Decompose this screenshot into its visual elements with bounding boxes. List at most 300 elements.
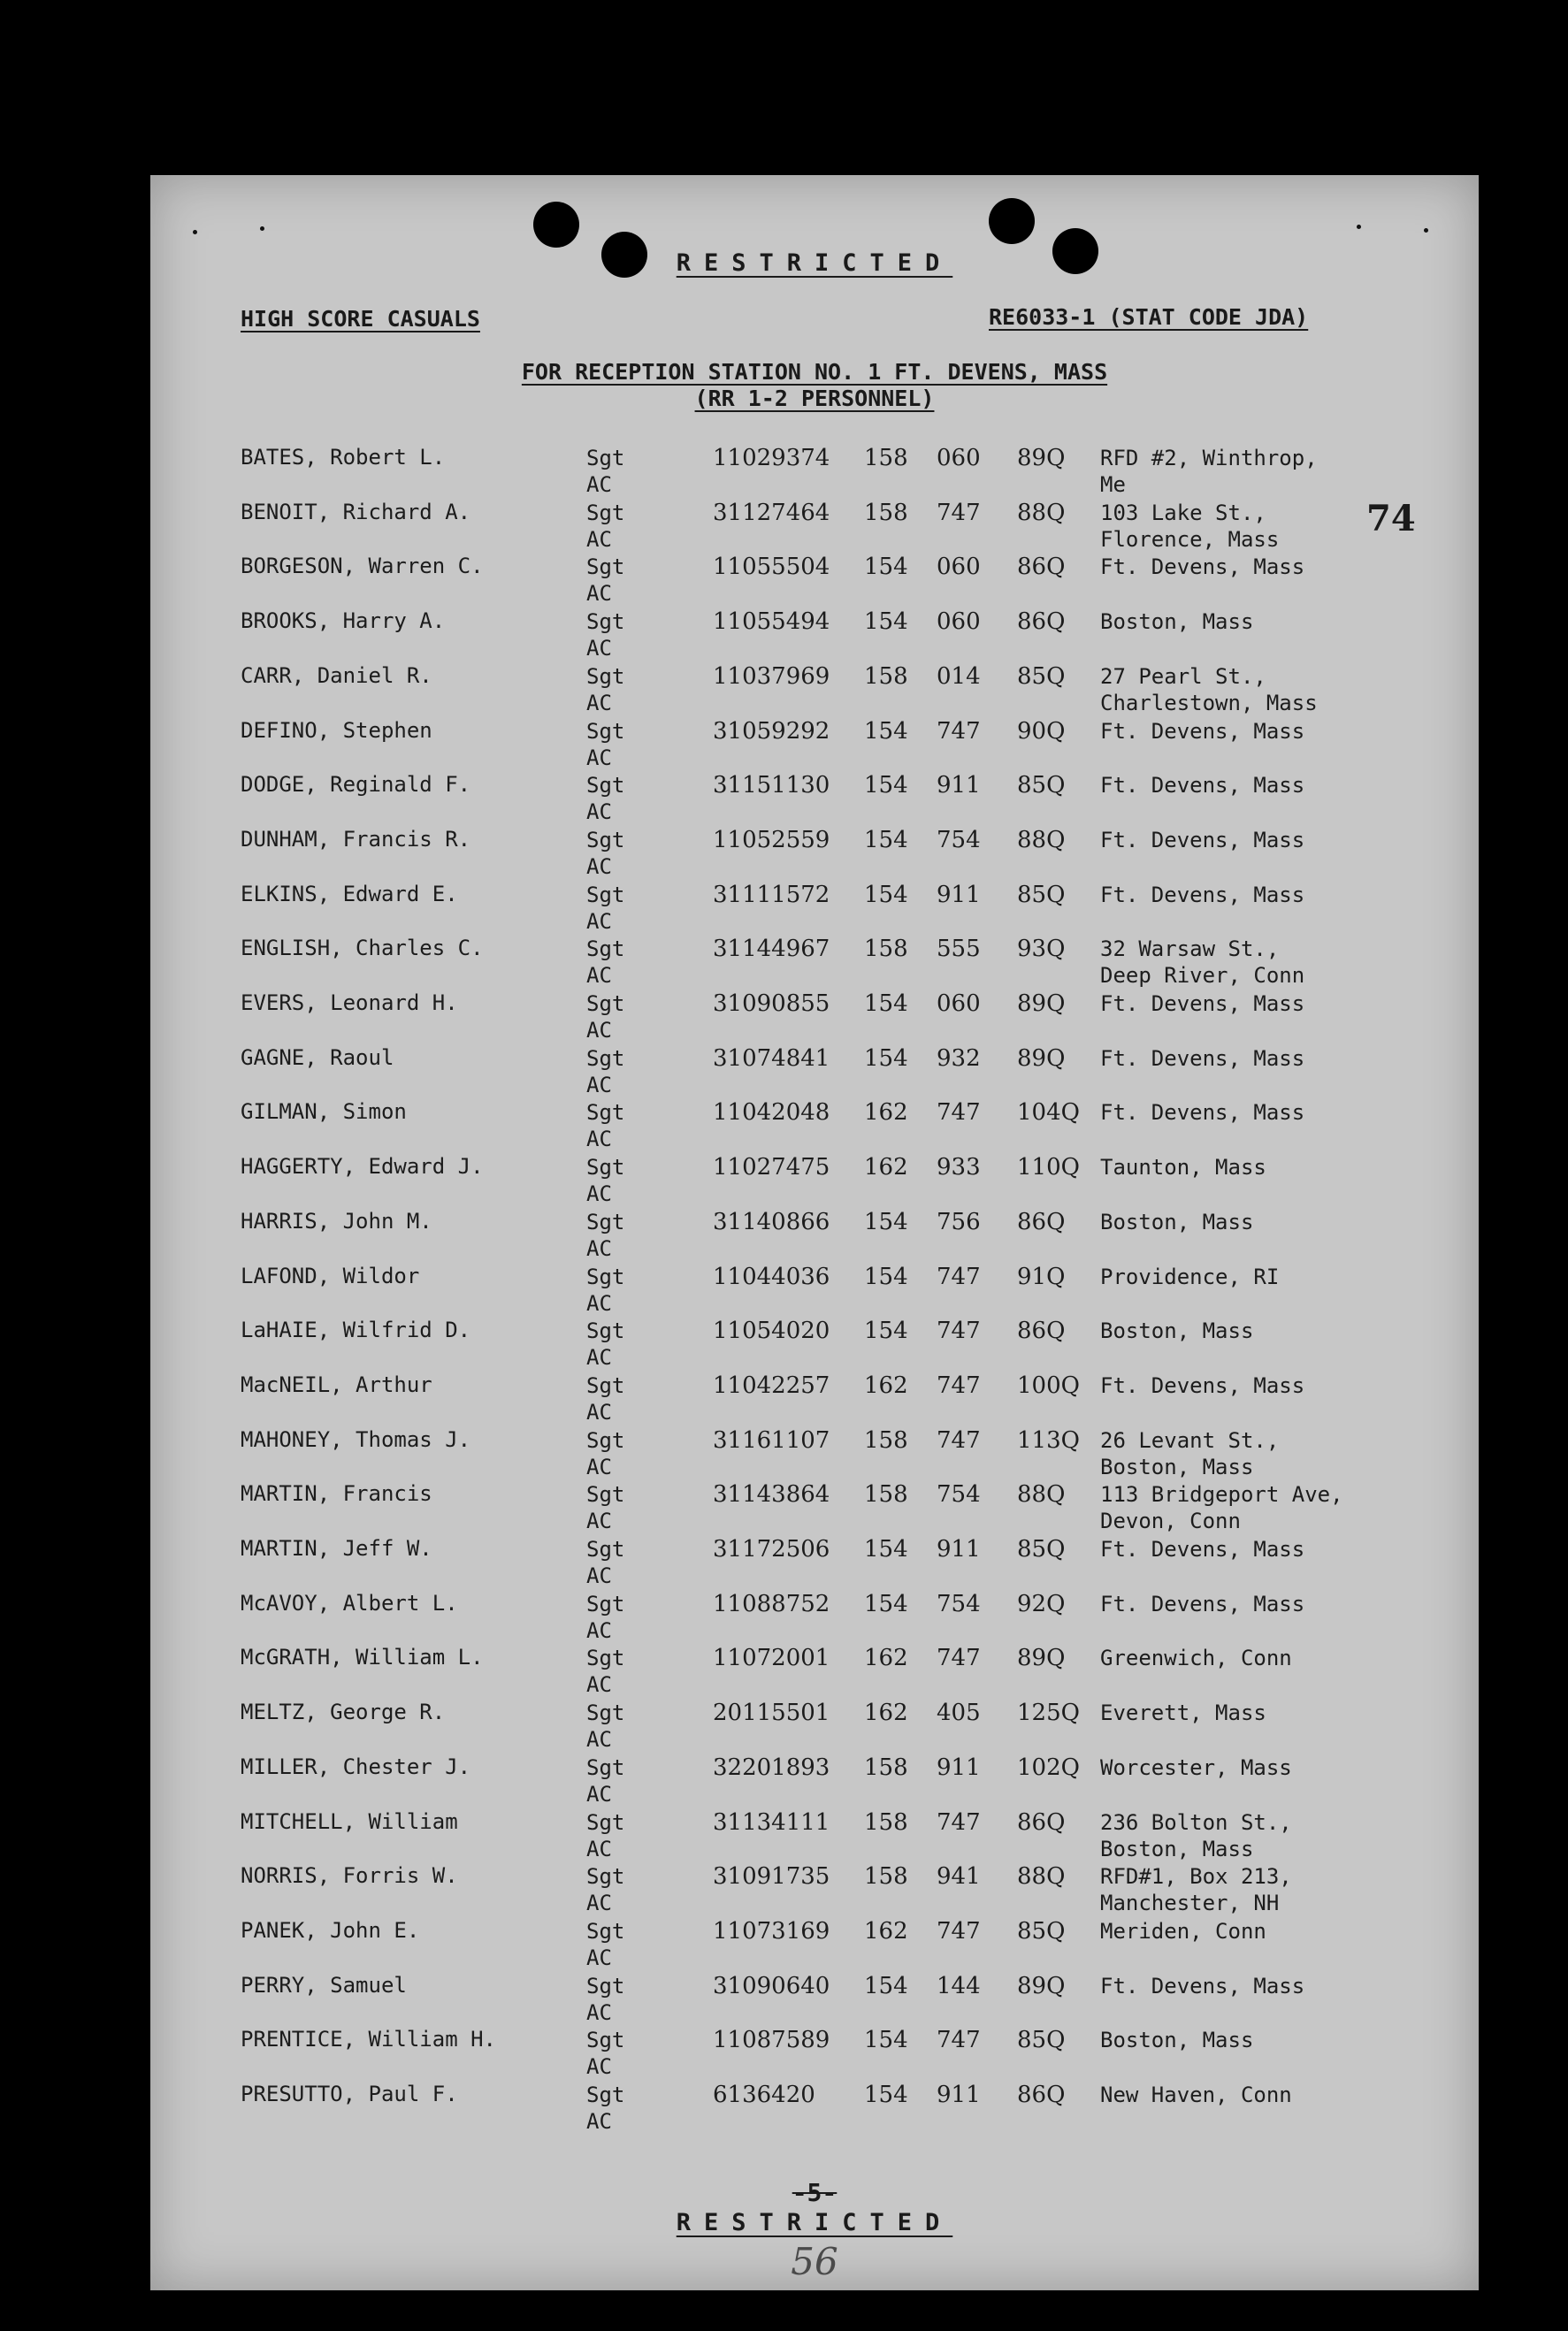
roster-address	[1100, 1809, 1292, 1862]
roster-address	[1100, 608, 1253, 635]
roster-code-1: 162	[864, 1372, 908, 1399]
roster-code-1: 154	[864, 1044, 908, 1072]
roster-rank-grade: Sgt	[586, 773, 625, 799]
roster-score: 85Q	[1017, 1917, 1066, 1945]
roster-rank	[586, 1973, 624, 2026]
roster-serial: 20115501	[713, 1700, 830, 1727]
roster-score: 85Q	[1017, 772, 1066, 799]
roster-address	[1100, 663, 1318, 716]
roster-address	[1100, 772, 1304, 799]
roster-code-1: 158	[864, 1426, 908, 1454]
roster-rank-grade: Sgt	[586, 1973, 625, 1999]
roster-score: 89Q	[1017, 1645, 1066, 1672]
roster-score: 125Q	[1017, 1700, 1080, 1727]
margin-note: 74	[1366, 498, 1416, 539]
roster-rank	[586, 1645, 624, 1698]
roster-name: BENOIT, Richard A.	[241, 499, 471, 524]
roster-serial: 11042048	[713, 1099, 830, 1127]
roster-rank-grade: Sgt	[586, 1537, 625, 1562]
roster-score: 88Q	[1017, 826, 1066, 853]
roster-address	[1100, 990, 1304, 1017]
table-row	[150, 772, 1479, 827]
roster-serial: 32201893	[713, 1754, 830, 1781]
roster-rank-grade: Sgt	[586, 882, 625, 907]
roster-code-1: 158	[864, 1863, 908, 1891]
roster-address	[1100, 1045, 1304, 1072]
punch-hole	[989, 198, 1035, 244]
roster-code-2: 754	[937, 1481, 981, 1509]
roster-rank	[586, 1754, 624, 1807]
roster-rank-grade: Sgt	[586, 1864, 625, 1890]
roster-code-1: 162	[864, 1645, 908, 1672]
roster-code-2: 911	[937, 1536, 981, 1563]
roster-rank	[586, 1863, 624, 1916]
table-row	[150, 445, 1479, 500]
roster-serial: 31172506	[713, 1536, 830, 1563]
roster-score: 86Q	[1017, 608, 1066, 636]
roster-address-line-1: 26 Levant St.,	[1100, 1427, 1280, 1453]
station-line: FOR RECEPTION STATION NO. 1 FT. DEVENS, MASS	[521, 359, 1108, 385]
roster-score: 86Q	[1017, 554, 1066, 581]
table-row	[150, 663, 1479, 718]
roster-score: 110Q	[1017, 1154, 1080, 1181]
table-row	[150, 936, 1479, 990]
roster-serial: 11029374	[713, 445, 830, 471]
roster-code-2: 911	[937, 772, 981, 799]
roster-rank-grade: Sgt	[586, 1918, 625, 1944]
roster-branch: AC	[586, 2109, 612, 2134]
roster-name: PRESUTTO, Paul F.	[241, 2082, 458, 2106]
roster-rank	[586, 827, 624, 880]
roster-rank	[586, 1481, 624, 1534]
roster-serial: 31140866	[713, 1208, 830, 1235]
roster-address-line-1: Ft. Devens, Mass	[1100, 827, 1305, 852]
roster-name: PERRY, Samuel	[241, 1972, 407, 1998]
roster-name: BATES, Robert L.	[241, 445, 446, 470]
roster-code-1: 158	[864, 1808, 908, 1836]
roster-rank	[586, 1372, 624, 1425]
roster-name: LAFOND, Wildor	[241, 1263, 420, 1288]
roster-address-line-2: Me	[1100, 472, 1126, 497]
speck	[1424, 228, 1428, 233]
roster-code-2: 014	[937, 662, 981, 690]
roster-score: 104Q	[1017, 1099, 1080, 1127]
roster-serial: 31090640	[713, 1972, 830, 1999]
roster-branch: AC	[586, 1345, 612, 1371]
roster-serial: 11073169	[713, 1917, 830, 1945]
roster-branch: AC	[586, 1672, 612, 1698]
roster-address-line-1: 236 Bolton St.,	[1100, 1809, 1292, 1835]
roster-serial: 31127464	[713, 499, 830, 526]
table-row	[150, 1809, 1479, 1864]
roster-address-line-1: Ft. Devens, Mass	[1100, 882, 1305, 907]
roster-address-line-1: Ft. Devens, Mass	[1100, 1045, 1305, 1071]
roster-rank	[586, 554, 624, 607]
roster-name: MAHONEY, Thomas J.	[241, 1426, 471, 1452]
roster-address-line-2: Devon, Conn	[1100, 1509, 1241, 1534]
roster-serial: 11055494	[713, 608, 830, 636]
roster-address	[1100, 2082, 1292, 2108]
speck	[260, 226, 264, 231]
roster-address	[1100, 1154, 1266, 1181]
roster-rank-grade: Sgt	[586, 500, 625, 525]
roster-address-line-1: New Haven, Conn	[1100, 2083, 1292, 2107]
table-row	[150, 1209, 1479, 1264]
personnel-line: (RR 1-2 PERSONNEL)	[694, 386, 935, 411]
table-row	[150, 990, 1479, 1045]
roster-serial: 31059292	[713, 717, 830, 745]
roster-address	[1100, 1700, 1266, 1726]
roster-address-line-1: Ft. Devens, Mass	[1100, 1591, 1305, 1616]
roster-serial: 11055504	[713, 554, 830, 581]
table-row	[150, 882, 1479, 936]
roster-code-1: 162	[864, 1917, 908, 1945]
table-row	[150, 500, 1479, 554]
roster-address	[1100, 445, 1318, 498]
roster-score: 90Q	[1017, 717, 1066, 745]
right-title: RE6033-1 (STAT CODE JDA)	[989, 304, 1309, 330]
roster-score: 100Q	[1017, 1372, 1080, 1399]
roster-score: 85Q	[1017, 1536, 1066, 1563]
roster-rank	[586, 1700, 624, 1753]
roster-branch: AC	[586, 581, 612, 607]
roster-code-1: 158	[864, 936, 908, 963]
roster-rank-grade: Sgt	[586, 991, 625, 1016]
roster-name: BORGESON, Warren C.	[241, 554, 484, 579]
roster-address	[1100, 1264, 1279, 1290]
roster-code-1: 154	[864, 717, 908, 745]
roster-address-line-1: Boston, Mass	[1100, 1209, 1254, 1234]
roster-code-1: 154	[864, 1590, 908, 1617]
roster-address	[1100, 1645, 1292, 1671]
roster-address-line-1: Ft. Devens, Mass	[1100, 554, 1305, 580]
roster-address	[1100, 936, 1304, 989]
roster-rank	[586, 1591, 624, 1644]
roster-rank	[586, 2082, 624, 2135]
roster-branch: AC	[586, 745, 612, 770]
roster-address	[1100, 1863, 1292, 1916]
roster-address	[1100, 554, 1304, 580]
roster-code-1: 154	[864, 1208, 908, 1235]
roster-branch: AC	[586, 1127, 612, 1152]
roster-rank	[586, 772, 624, 825]
roster-address	[1100, 1209, 1253, 1235]
roster-rank-grade: Sgt	[586, 2028, 625, 2053]
roster-rank	[586, 663, 624, 716]
roster-score: 86Q	[1017, 1208, 1066, 1235]
roster-code-2: 754	[937, 1590, 981, 1617]
roster-serial: 31144967	[713, 936, 830, 963]
roster-address	[1100, 827, 1304, 853]
roster-score: 89Q	[1017, 1044, 1066, 1072]
roster-code-1: 154	[864, 772, 908, 799]
roster-address-line-2: Deep River, Conn	[1100, 963, 1305, 989]
roster-address-line-1: Taunton, Mass	[1100, 1155, 1266, 1181]
roster-rank-grade: Sgt	[586, 1045, 625, 1071]
table-row	[150, 1918, 1479, 1973]
roster-address	[1100, 718, 1304, 745]
roster-branch: AC	[586, 526, 612, 552]
roster-name: MILLER, Chester J.	[241, 1754, 471, 1779]
roster-rank	[586, 1536, 624, 1589]
roster-rank	[586, 882, 624, 935]
roster-serial: 31091735	[713, 1863, 830, 1891]
roster-code-2: 747	[937, 1426, 981, 1454]
roster-branch: AC	[586, 1181, 612, 1207]
roster-branch: AC	[586, 2054, 612, 2080]
table-row	[150, 1645, 1479, 1700]
roster-name: McGRATH, William L.	[241, 1645, 484, 1670]
roster-rank-grade: Sgt	[586, 936, 625, 962]
roster-code-2: 756	[937, 1208, 981, 1235]
roster-rank	[586, 1209, 624, 1262]
roster-address	[1100, 882, 1304, 908]
roster-serial: 11052559	[713, 826, 830, 853]
roster-address-line-1: Everett, Mass	[1100, 1700, 1266, 1726]
roster-branch: AC	[586, 1235, 612, 1261]
roster-rank-grade: Sgt	[586, 827, 625, 852]
roster-branch: AC	[586, 1891, 612, 1916]
roster-rank-grade: Sgt	[586, 1155, 625, 1181]
roster-serial: 11072001	[713, 1645, 830, 1672]
roster-score: 89Q	[1017, 990, 1066, 1017]
roster-branch: AC	[586, 1727, 612, 1753]
table-row	[150, 827, 1479, 882]
roster-address-line-1: 27 Pearl St.,	[1100, 663, 1266, 689]
roster-serial: 31143864	[713, 1481, 830, 1509]
roster-address-line-1: Ft. Devens, Mass	[1100, 1100, 1305, 1126]
roster-rank	[586, 1099, 624, 1152]
roster-address-line-1: Meriden, Conn	[1100, 1918, 1266, 1944]
roster-name: ELKINS, Edward E.	[241, 881, 458, 906]
roster-code-2: 144	[937, 1972, 981, 1999]
roster-address	[1100, 1427, 1279, 1480]
roster-serial: 31161107	[713, 1426, 830, 1454]
roster-branch: AC	[586, 1563, 612, 1588]
roster-rank	[586, 1918, 624, 1971]
roster-address-line-1: 113 Bridgeport Ave,	[1100, 1482, 1343, 1508]
roster-address-line-1: RFD #2, Winthrop,	[1100, 446, 1318, 470]
roster-address-line-1: Ft. Devens, Mass	[1100, 1973, 1305, 1999]
roster-address-line-1: Ft. Devens, Mass	[1100, 1537, 1305, 1562]
roster-score: 102Q	[1017, 1754, 1080, 1781]
roster-address	[1100, 1099, 1304, 1126]
table-row	[150, 2082, 1479, 2136]
roster-rank-grade: Sgt	[586, 1264, 625, 1289]
roster-code-1: 154	[864, 1972, 908, 1999]
roster-branch: AC	[586, 472, 612, 497]
page-number: -5-	[792, 2178, 838, 2207]
roster-name: DUNHAM, Francis R.	[241, 826, 471, 852]
roster-code-2: 747	[937, 2027, 981, 2054]
roster-rank-grade: Sgt	[586, 1700, 625, 1726]
roster-name: DEFINO, Stephen	[241, 717, 432, 743]
roster-branch: AC	[586, 1509, 612, 1534]
roster-code-1: 162	[864, 1700, 908, 1727]
roster-code-1: 154	[864, 554, 908, 581]
roster-rank	[586, 2027, 624, 2080]
roster-serial: 11037969	[713, 662, 830, 690]
roster-address-line-2: Charlestown, Mass	[1100, 690, 1318, 715]
roster-branch: AC	[586, 1399, 612, 1425]
roster-code-1: 162	[864, 1154, 908, 1181]
roster-address-line-1: Providence, RI	[1100, 1264, 1280, 1289]
roster-score: 92Q	[1017, 1590, 1066, 1617]
table-row	[150, 1318, 1479, 1372]
roster-code-2: 747	[937, 717, 981, 745]
roster-rank-grade: Sgt	[586, 1318, 625, 1344]
roster-rank-grade: Sgt	[586, 1591, 625, 1616]
table-row	[150, 1264, 1479, 1318]
roster-serial: 11054020	[713, 1318, 830, 1345]
roster-code-2: 754	[937, 826, 981, 853]
roster-score: 89Q	[1017, 445, 1066, 471]
roster-name: HARRIS, John M.	[241, 1208, 432, 1234]
roster-name: PANEK, John E.	[241, 1917, 420, 1943]
roster-rank-grade: Sgt	[586, 2083, 625, 2107]
roster-rank-grade: Sgt	[586, 1754, 625, 1780]
roster-serial: 31111572	[713, 881, 830, 908]
roster-serial: 31151130	[713, 772, 830, 799]
roster-address-line-1: 103 Lake St.,	[1100, 500, 1266, 525]
roster-name: LaHAIE, Wilfrid D.	[241, 1318, 471, 1343]
roster-serial: 6136420	[713, 2082, 815, 2108]
roster-score: 88Q	[1017, 1863, 1066, 1891]
roster-address	[1100, 1372, 1304, 1399]
roster-rank-grade: Sgt	[586, 1100, 625, 1126]
roster-code-1: 158	[864, 445, 908, 471]
roster-serial: 11088752	[713, 1590, 830, 1617]
roster-address	[1100, 1754, 1292, 1781]
roster-code-1: 154	[864, 1263, 908, 1290]
roster-score: 89Q	[1017, 1972, 1066, 1999]
roster-code-2: 933	[937, 1154, 981, 1181]
table-row	[150, 1045, 1479, 1100]
roster-rank-grade: Sgt	[586, 1646, 625, 1671]
roster-code-2: 405	[937, 1700, 981, 1727]
roster-address-line-1: 32 Warsaw St.,	[1100, 936, 1280, 962]
roster-rank	[586, 990, 624, 1043]
roster-address-line-1: Boston, Mass	[1100, 2028, 1254, 2053]
speck	[1357, 225, 1361, 229]
roster-code-1: 158	[864, 1754, 908, 1781]
roster-rank-grade: Sgt	[586, 554, 625, 580]
roster-serial: 11027475	[713, 1154, 830, 1181]
roster-address	[1100, 2027, 1253, 2053]
table-row	[150, 1863, 1479, 1918]
roster-address-line-2: Manchester, NH	[1100, 1891, 1280, 1916]
roster-name: MELTZ, George R.	[241, 1700, 446, 1725]
roster-address-line-1: Ft. Devens, Mass	[1100, 718, 1305, 744]
roster-code-2: 747	[937, 1099, 981, 1127]
roster-score: 85Q	[1017, 881, 1066, 908]
table-row	[150, 718, 1479, 773]
roster-code-2: 911	[937, 1754, 981, 1781]
roster-branch: AC	[586, 1617, 612, 1643]
roster-branch: AC	[586, 963, 612, 989]
table-row	[150, 2027, 1479, 2082]
roster-address-line-1: Boston, Mass	[1100, 609, 1254, 635]
table-row	[150, 1536, 1479, 1591]
roster-address-line-2: Boston, Mass	[1100, 1836, 1254, 1861]
roster-name: PRENTICE, William H.	[241, 2027, 496, 2052]
roster-name: MacNEIL, Arthur	[241, 1372, 432, 1397]
roster-rank-grade: Sgt	[586, 718, 625, 744]
roster-address-line-1: Ft. Devens, Mass	[1100, 1372, 1305, 1398]
roster-rank-grade: Sgt	[586, 1482, 625, 1508]
roster-address	[1100, 1536, 1304, 1563]
roster-rank-grade: Sgt	[586, 1427, 625, 1453]
roster-address	[1100, 1481, 1343, 1534]
roster-serial: 11042257	[713, 1372, 830, 1399]
roster-score: 85Q	[1017, 2027, 1066, 2054]
roster-rank-grade: Sgt	[586, 609, 625, 635]
roster-code-1: 154	[864, 608, 908, 636]
table-row	[150, 1973, 1479, 2028]
roster-code-2: 060	[937, 990, 981, 1017]
roster-branch: AC	[586, 853, 612, 879]
roster-rank-grade: Sgt	[586, 663, 625, 689]
roster-serial: 31134111	[713, 1808, 830, 1836]
roster-address	[1100, 1918, 1266, 1945]
table-row	[150, 1754, 1479, 1809]
roster-name: GILMAN, Simon	[241, 1099, 407, 1125]
roster-address	[1100, 500, 1279, 553]
roster-code-2: 747	[937, 1318, 981, 1345]
roster-score: 88Q	[1017, 499, 1066, 526]
roster-code-1: 154	[864, 1536, 908, 1563]
restricted-bottom: RESTRICTED	[676, 2209, 953, 2236]
roster-branch: AC	[586, 690, 612, 715]
roster-rank	[586, 1809, 624, 1862]
roster-score: 91Q	[1017, 1263, 1066, 1290]
roster-name: McAVOY, Albert L.	[241, 1590, 458, 1616]
roster-rank	[586, 718, 624, 771]
roster-code-1: 162	[864, 1099, 908, 1127]
roster-rank	[586, 1045, 624, 1098]
roster-serial: 31090855	[713, 990, 830, 1017]
roster-code-1: 158	[864, 1481, 908, 1509]
table-row	[150, 1591, 1479, 1646]
roster-branch: AC	[586, 1781, 612, 1807]
roster-name: CARR, Daniel R.	[241, 662, 432, 688]
handwritten-number: 56	[791, 2240, 838, 2283]
roster-code-2: 747	[937, 1372, 981, 1399]
roster-code-1: 158	[864, 662, 908, 690]
roster-serial: 31074841	[713, 1044, 830, 1072]
roster-rank	[586, 1318, 624, 1371]
table-row	[150, 608, 1479, 663]
roster-score: 93Q	[1017, 936, 1066, 963]
roster-code-2: 555	[937, 936, 981, 963]
roster-score: 86Q	[1017, 2082, 1066, 2108]
roster-rank	[586, 445, 624, 498]
table-row	[150, 1481, 1479, 1536]
roster-code-2: 747	[937, 1645, 981, 1672]
roster-branch: AC	[586, 1999, 612, 2025]
punch-hole	[533, 202, 579, 248]
table-row	[150, 1700, 1479, 1754]
roster-rank	[586, 500, 624, 553]
roster-score: 86Q	[1017, 1808, 1066, 1836]
roster-rank	[586, 1264, 624, 1317]
roster-rank-grade: Sgt	[586, 1809, 625, 1835]
roster-rank	[586, 936, 624, 989]
roster-name: MITCHELL, William	[241, 1808, 458, 1834]
restricted-top: RESTRICTED	[676, 249, 953, 277]
roster-address-line-2: Florence, Mass	[1100, 526, 1280, 552]
roster-code-2: 932	[937, 1044, 981, 1072]
